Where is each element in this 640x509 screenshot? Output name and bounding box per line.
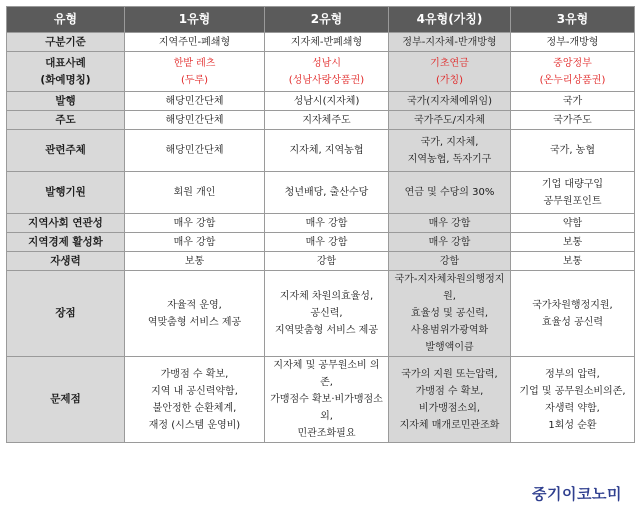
cell [389,233,511,252]
row-label-line: 구분기준 [45,35,86,48]
row-label-line: 장점 [55,307,76,319]
cell-line: (두루) [180,74,209,86]
cell-line: 기업 대량구입 [541,178,604,190]
row-label-line: (화예명칭) [40,73,91,86]
cell [511,271,635,357]
cell [125,252,265,271]
cell-line: 국가(지자체예위임) [406,95,493,107]
cell-line: 역맞춤형 서비스 제공 [147,316,242,328]
cell-line: 효율성 공신력 [541,316,604,328]
row-community-linkage [7,214,635,233]
cell-line: 매우 강함 [428,217,471,229]
cell [265,52,389,92]
row-label-line: 지역경제 활성화 [28,235,103,248]
cell [125,172,265,214]
cell-line: 공무원포인트 [543,195,602,207]
cell-line: 중앙정부 [553,57,592,69]
brand-logo-text: 중기이코노미 [532,485,622,503]
cell-line: 매우 강함 [305,217,348,229]
cell-line: 자율적 운영, [167,299,222,311]
cell [125,33,265,52]
cell [389,52,511,92]
cell-line: 기업 및 공무원소비의존, [519,385,626,397]
cell [125,52,265,92]
cell-line: 매우 강함 [173,217,216,229]
cell-line: 국가-지자체차원의행정지원, [394,274,505,302]
cell [389,252,511,271]
cell-line: 지자체, 지역농협 [289,145,364,156]
cell-line: 약함 [562,217,583,229]
cell [125,130,265,172]
row-issuance [7,92,635,111]
cell-line: 가맹점 수 확보, [415,385,484,397]
cell [265,172,389,214]
cell-line: (성남사랑상품권) [288,74,365,86]
cell [511,252,635,271]
row-representative-case [7,52,635,92]
cell [125,357,265,443]
cell-line: 해당민간단체 [165,145,224,156]
cell-line: 지자체-반폐쇄형 [290,36,363,48]
cell-line: 효율성 및 공신력, [410,308,489,319]
cell-line: 강함 [439,255,460,267]
cell-line: 정부-개방형 [546,36,599,48]
row-self-sustainability [7,252,635,271]
cell [511,233,635,252]
cell-line: 공신력, [310,308,343,319]
cell [125,111,265,130]
cell [511,33,635,52]
cell [265,357,389,443]
cell-line: 강함 [316,255,337,267]
row-label [7,52,125,92]
cell-line: 연금 및 수당의 30% [404,187,495,198]
row-label [7,271,125,357]
cell [511,111,635,130]
cell-line: 지역 내 공신력약함, [151,385,238,397]
cell-line: 청년배당, 출산수당 [284,187,369,198]
cell-line: 국가주도/지자체 [414,114,485,126]
cell-line: 보통 [562,255,583,267]
row-label [7,92,125,111]
cell-line: 기초연금 [430,57,469,69]
row-label-line: 관련주체 [45,144,86,156]
cell [265,92,389,111]
row-advantages [7,271,635,357]
cell [265,33,389,52]
cell [265,233,389,252]
cell [389,111,511,130]
cell [265,111,389,130]
row-label-line: 주도 [55,113,76,126]
cell-line: 지자체 매개로민관조화 [399,419,500,431]
cell-line: (온누리상품권) [539,74,606,86]
cell-line: 한밭 레츠 [173,57,216,69]
row-label [7,130,125,172]
cell [389,172,511,214]
row-issuance-source [7,172,635,214]
cell [125,214,265,233]
cell [389,33,511,52]
header-row [7,7,635,33]
cell-line: 성남시 [312,57,341,69]
row-label-line: 자생력 [50,254,81,267]
cell-line: 국가, 농협 [550,145,595,156]
cell [511,357,635,443]
cell [125,92,265,111]
row-label-line: 지역사회 연관성 [28,216,103,229]
cell [389,357,511,443]
cell [389,130,511,172]
cell-line: 사용범위가광역화 [410,325,489,336]
cell-line: 민관조화필요 [297,428,356,439]
row-label-line: 대표사례 [45,56,86,69]
row-label [7,172,125,214]
cell [265,252,389,271]
cell-line: 국가의 지원 또는압력, [401,368,498,380]
cell-line: 정부의 압력, [545,368,600,380]
cell [389,214,511,233]
cell [389,271,511,357]
cell [511,172,635,214]
cell-line: 국가, 지자체, [420,136,479,148]
cell [265,214,389,233]
cell-line: 지역농협, 독자기구 [407,153,492,165]
row-label [7,233,125,252]
cell-line: 발행액이큼 [425,342,474,353]
cell-line: 해당민간단체 [165,114,224,126]
row-label-line: 문제점 [50,393,81,405]
cell-line: 해당민간단체 [165,95,224,107]
row-label [7,33,125,52]
cell-line: 가맹점 수 확보, [160,368,229,380]
cell-line: 비가맹점소외, [418,402,481,414]
cell-line: 보통 [184,255,205,267]
cell-line: 1회성 순환 [548,419,597,431]
row-label [7,214,125,233]
cell-line: 매우 강함 [173,236,216,248]
cell [389,92,511,111]
cell-line: 보통 [562,236,583,248]
row-label-line: 발행기원 [45,186,86,198]
cell-line: (가칭) [435,74,464,86]
cell-line: 가맹점수 확보·비가맹점소외, [270,394,383,422]
row-label-line: 발행 [55,94,76,107]
cell [511,92,635,111]
cell-line: 지역맞춤형 서비스 제공 [275,325,378,336]
cell [125,233,265,252]
row-lead [7,111,635,130]
cell-line: 지자체주도 [302,114,351,126]
cell [125,271,265,357]
header-type: 유형 [7,7,125,33]
cell-line: 국가차원행정지원, [532,299,613,311]
cell-line: 국가주도 [553,114,592,126]
header-type4: 4유형(가칭) [389,7,511,33]
cell-line: 매우 강함 [428,236,471,248]
row-label [7,111,125,130]
currency-comparison-table [6,6,635,443]
row-label [7,357,125,443]
cell-line: 재정 (시스템 운영비) [148,419,241,431]
cell-line: 회원 개인 [173,187,216,198]
cell [511,52,635,92]
row-label [7,252,125,271]
header-type1: 1유형 [125,7,265,33]
row-criteria [7,33,635,52]
cell-line: 성남시(지자체) [293,95,360,107]
cell [265,271,389,357]
cell-line: 자생력 약함, [545,402,600,414]
header-type3: 3유형 [511,7,635,33]
cell-line: 지역주민-폐쇄형 [158,36,231,48]
cell-line: 국가 [562,95,583,107]
cell [265,130,389,172]
row-economic-activation [7,233,635,252]
cell-line: 정부-지자체-반개방형 [402,36,497,48]
cell-line: 불안정한 순환체계, [152,402,237,414]
cell-line: 지자체 및 공무원소비 의존, [273,360,380,388]
row-related-parties [7,130,635,172]
cell [511,214,635,233]
cell-line: 지자체 차원의효율성, [279,291,374,302]
row-problems [7,357,635,443]
header-type2: 2유형 [265,7,389,33]
cell-line: 매우 강함 [305,236,348,248]
cell [511,130,635,172]
